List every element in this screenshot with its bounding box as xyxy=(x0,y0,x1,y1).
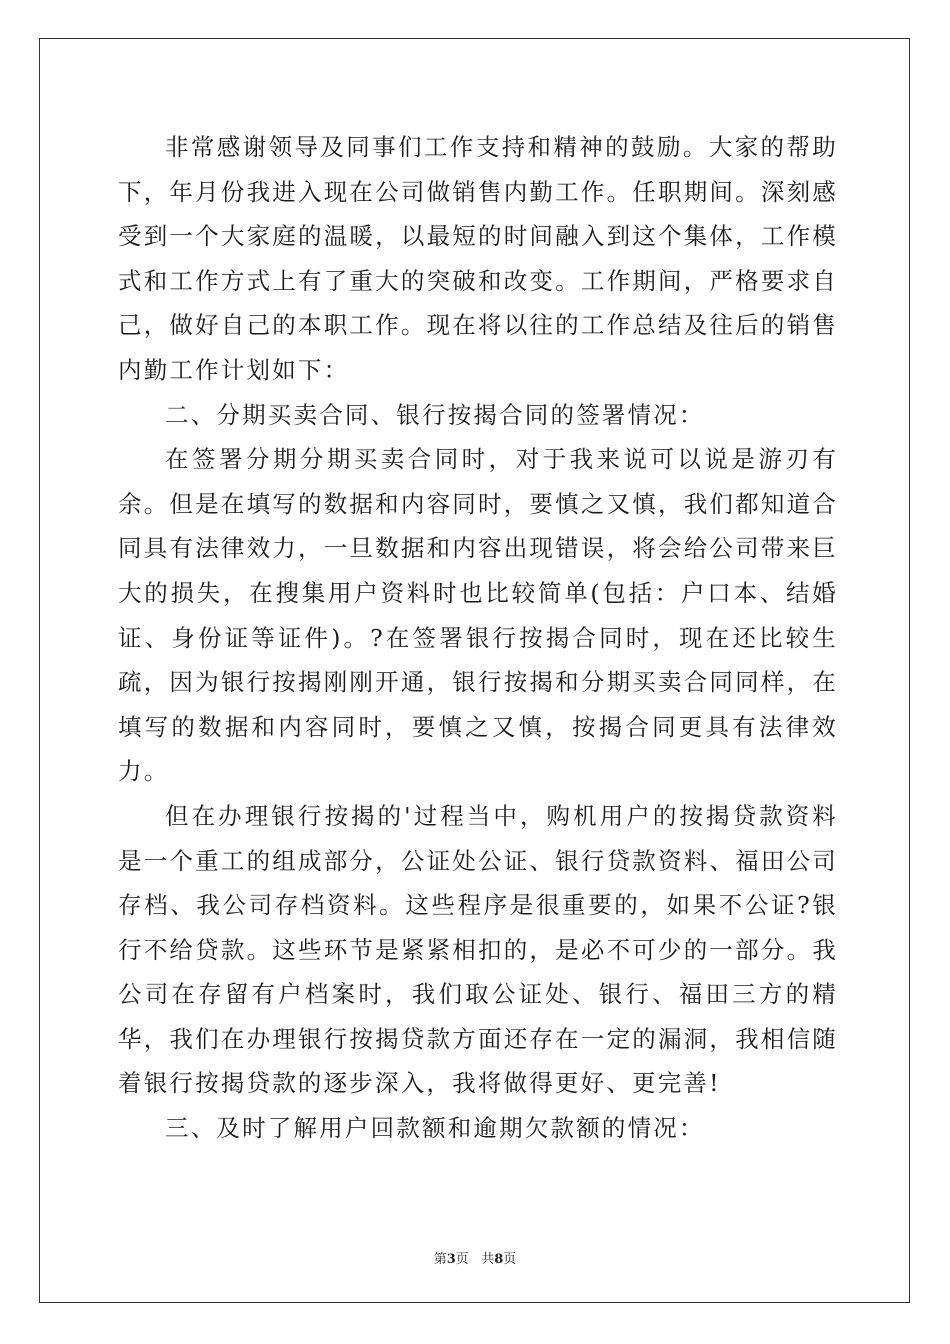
page-number: 3 xyxy=(446,1252,456,1267)
section-heading-3: 三、及时了解用户回款额和逾期欠款额的情况： xyxy=(165,1114,705,1143)
paragraph-contracts: 在签署分期分期买卖合同时，对于我来说可以说是游刃有余。但是在填写的数据和内容同时，要慎之又慎，我们都知道合同具有法律效力，一旦数据和内容出现错误，将会给公司带来巨大的损失，在搜集用户资料时也比较简单(包括：户口本、结婚证、身份证等证件)。?在签署银行按揭合同时，现在还比较生疏，因为银行按揭刚刚开通，银行按揭和分期买卖合同同样，在填写的数据和内容同时，要慎之又慎，按揭合同更具有法律效力。 xyxy=(118,445,838,786)
page-prefix: 第 xyxy=(433,1252,447,1267)
page-unit: 页 xyxy=(455,1252,469,1267)
page-footer xyxy=(0,1248,950,1267)
total-pages: 8 xyxy=(494,1252,504,1267)
document-body xyxy=(118,125,838,1151)
section-heading-2: 二、分期买卖合同、银行按揭合同的签署情况： xyxy=(165,400,705,429)
total-prefix: 共 xyxy=(481,1252,495,1267)
paragraph-mortgage: 但在办理银行按揭的'过程当中，购机用户的按揭贷款资料是一个重工的组成部分，公证处公证、银行贷款资料、福田公司存档、我公司存档资料。这些程序是很重要的，如果不公证?银行不给贷款。这些环节是紧紧相扣的，是必不可少的一部分。我公司在存留有户档案时，我们取公证处、银行、福田三方的精华，我们在办理银行按揭贷款方面还存在一定的漏洞，我相信随着银行按揭贷款的逐步深入，我将做得更好、更完善! xyxy=(118,801,838,1098)
total-unit: 页 xyxy=(503,1252,517,1267)
paragraph-intro: 非常感谢领导及同事们工作支持和精神的鼓励。大家的帮助下，年月份我进入现在公司做销售内勤工作。任职期间。深刻感受到一个大家庭的温暖，以最短的时间融入到这个集体，工作模式和工作方式上有了重大的突破和改变。工作期间，严格要求自己，做好自己的本职工作。现在将以往的工作总结及往后的销售内勤工作计划如下： xyxy=(118,133,838,384)
